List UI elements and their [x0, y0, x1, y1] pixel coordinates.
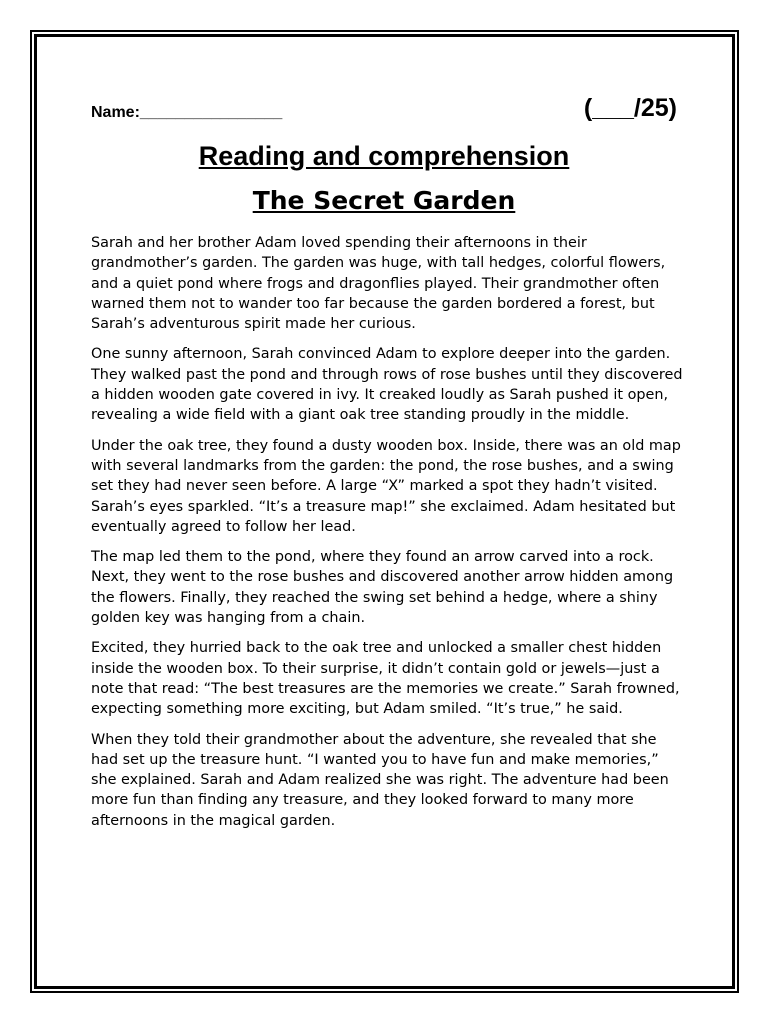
- worksheet-title: Reading and comprehension: [198, 141, 570, 171]
- worksheet-header: [91, 94, 677, 128]
- name-field-label: Name:________________: [91, 104, 283, 121]
- story-paragraph-4: The map led them to the pond, where they found an arrow carved into a rock. Next, they went to the rose bushes and discovered another arrow hidden among the flowers. Finally, they reached the swing set behind a hedge, where a shiny golden key was hanging from a chain.: [91, 549, 674, 627]
- story-paragraph-6: When they told their grandmother about the adventure, she revealed that she had set up the treasure hunt. “I wanted you to have fun and make memories,” she explained. Sarah and Adam realized she was right. The adventure had been more fun than finding any treasure, and they looked forward to many more afternoons in the magical garden.: [91, 731, 669, 829]
- story-title: The Secret Garden: [252, 186, 516, 215]
- story-paragraph-3: Under the oak tree, they found a dusty wooden box. Inside, there was an old map with several landmarks from the garden: the pond, the rose bushes, and a swing set they had never seen before. A large “X” marked a spot they hadn’t visited. Sarah’s eyes sparkled. “It’s a treasure map!” she exclaimed. Adam hesitated but eventually agreed to follow her lead.: [91, 437, 681, 535]
- story-paragraph-1: Sarah and her brother Adam loved spending their afternoons in their grandmother’s garden. The garden was huge, with tall hedges, colorful flowers, and a quiet pond where frogs and dragonflies played. Their grandmother often warned them not to wander too far because the garden bordered a forest, but Sarah’s adventurous spirit made her curious.: [91, 235, 666, 333]
- story-body: [91, 233, 685, 841]
- score-box: (___/25): [583, 94, 677, 122]
- story-paragraph-2: One sunny afternoon, Sarah convinced Adam to explore deeper into the garden. They walked past the pond and through rows of rose bushes until they discovered a hidden wooden gate covered in ivy. It creaked loudly as Sarah pushed it open, revealing a wide field with a giant oak tree standing proudly in the middle.: [91, 346, 683, 424]
- story-paragraph-5: Excited, they hurried back to the oak tree and unlocked a smaller chest hidden inside the wooden box. To their surprise, it didn’t contain gold or jewels—just a note that read: “The best treasures are the memories we create.” Sarah frowned, expecting something more exciting, but Adam smiled. “It’s true,” he said.: [91, 640, 680, 718]
